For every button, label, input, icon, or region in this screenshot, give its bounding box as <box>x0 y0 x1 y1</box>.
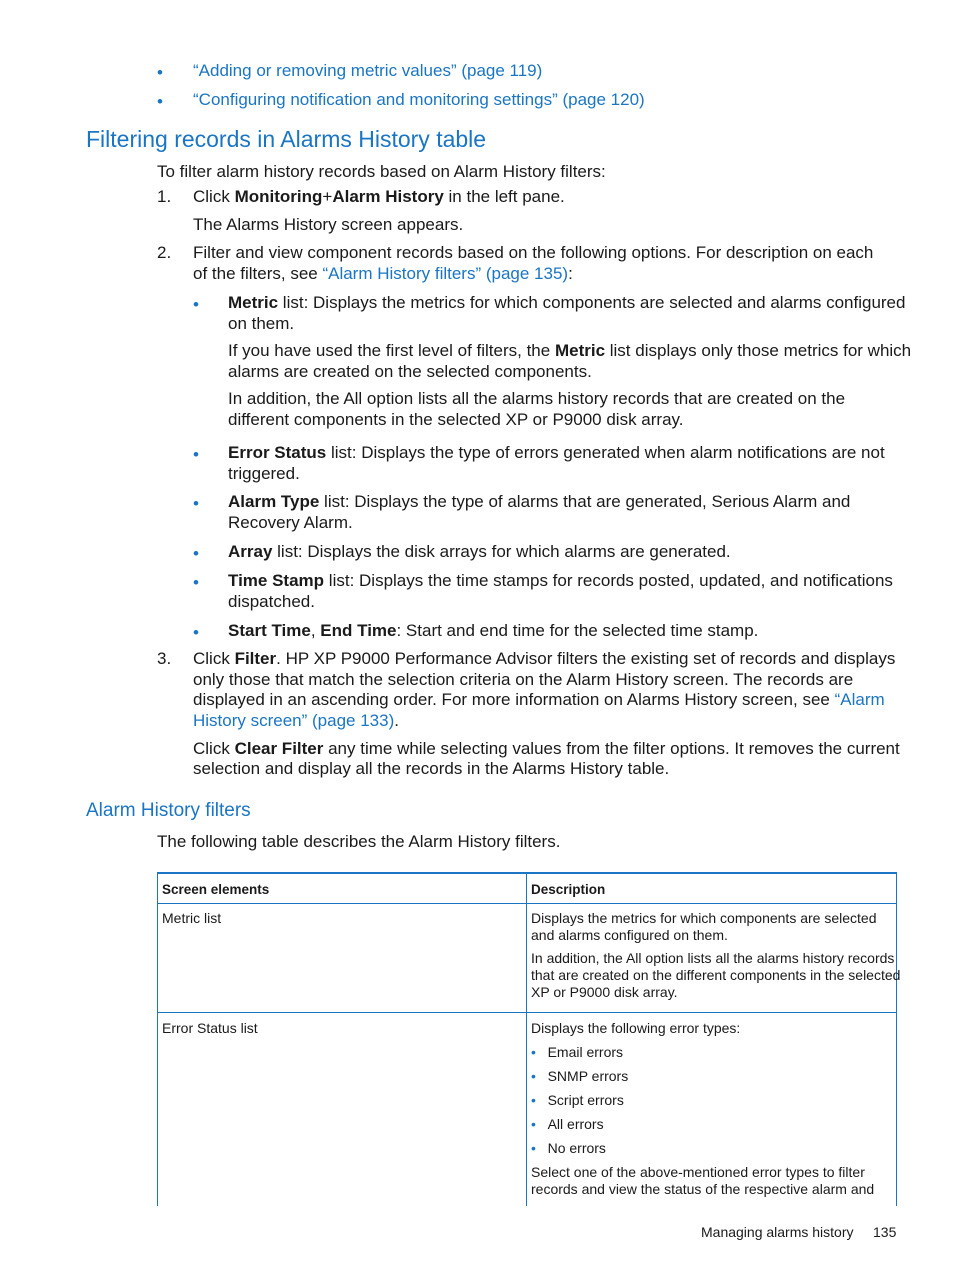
table-row <box>157 904 901 1013</box>
step3-line3: displayed in an ascending order. For more information on Alarms History screen, see “Alarm <box>193 690 885 709</box>
bullet-icon: • <box>193 295 199 314</box>
step-number: 3. <box>157 649 172 668</box>
error-status-line1: Error Status list: Displays the type of errors generated when alarm notifications are not <box>228 443 885 462</box>
table-header-cell: Description <box>531 882 606 897</box>
link-adding-removing-metric[interactable]: “Adding or removing metric values” (page 119) <box>193 61 543 80</box>
step3-line1: Click Filter. HP XP P9000 Performance Advisor filters the existing set of records and displays <box>193 649 896 668</box>
bullet-icon: • <box>193 544 199 563</box>
alarm-history-filters-table <box>157 872 901 1206</box>
table-header-row <box>157 874 897 904</box>
table-cell-description: Displays the following error types: • Email errors • SNMP errors • Script errors • All errors • No errors Select one of the above-mentioned error types to filter records and view the status of the respective alarm and <box>531 1020 875 1197</box>
bullet-icon: • <box>531 1044 536 1060</box>
table-cell-description: Displays the metrics for which components are selected and alarms configured on them. In addition, the All option lists all the alarms history records that are created on the different components in the selected XP or P9000 disk array. <box>531 910 901 1000</box>
step2-line2: of the filters, see “Alarm History filters” (page 135): <box>193 264 573 283</box>
link-configuring-notification[interactable]: “Configuring notification and monitoring settings” (page 120) <box>193 90 645 109</box>
start-end-line1: Start Time, End Time: Start and end time for the selected time stamp. <box>228 621 759 640</box>
step3-line4: History screen” (page 133). <box>193 711 399 730</box>
step1-text: Click Monitoring+Alarm History in the left pane. <box>193 187 565 206</box>
table-header-cell: Screen elements <box>162 882 270 897</box>
table-cell-element: Metric list <box>162 910 222 926</box>
link-alarm-history-screen-cont[interactable]: History screen” (page 133) <box>193 711 395 730</box>
bullet-icon: • <box>531 1092 536 1108</box>
table-intro-text: The following table describes the Alarm History filters. <box>157 832 561 851</box>
metric-p2-line1: If you have used the first level of filters, the Metric list displays only those metrics for which <box>228 341 912 360</box>
metric-p3-line2: different components in the selected XP or P9000 disk array. <box>228 410 684 429</box>
bullet-icon: • <box>157 63 163 82</box>
bullet-icon: • <box>193 623 199 642</box>
error-status-line2: triggered. <box>228 464 300 483</box>
metric-p2-line2: alarms are created on the selected components. <box>228 362 592 381</box>
section-heading-alarm-history-filters: Alarm History filters <box>86 800 251 821</box>
link-alarm-history-screen[interactable]: “Alarm <box>834 690 885 709</box>
link-alarm-history-filters[interactable]: “Alarm History filters” (page 135) <box>322 264 569 283</box>
bullet-icon: • <box>531 1140 536 1156</box>
bullet-icon: • <box>531 1068 536 1084</box>
time-stamp-line1: Time Stamp list: Displays the time stamps for records posted, updated, and notifications <box>228 571 893 590</box>
page-number: 135 <box>873 1224 897 1240</box>
step-number: 2. <box>157 243 172 262</box>
array-line1: Array list: Displays the disk arrays for which alarms are generated. <box>228 542 731 561</box>
bullet-icon: • <box>157 92 163 111</box>
time-stamp-line2: dispatched. <box>228 592 315 611</box>
bullet-icon: • <box>531 1116 536 1132</box>
step3-p2-line1: Click Clear Filter any time while selecting values from the filter options. It removes the current <box>193 739 900 758</box>
table-cell-element: Error Status list <box>162 1020 258 1036</box>
section-heading-filtering: Filtering records in Alarms History table <box>86 126 487 152</box>
intro-text: To filter alarm history records based on Alarm History filters: <box>157 162 606 181</box>
footer-section-name: Managing alarms history <box>701 1224 854 1240</box>
metric-line2: on them. <box>228 314 295 333</box>
alarm-type-line2: Recovery Alarm. <box>228 513 353 532</box>
step-number: 1. <box>157 187 172 206</box>
step3-p2-line2: selection and display all the records in the Alarms History table. <box>193 759 670 778</box>
step2-line1: Filter and view component records based on the following options. For description on each <box>193 243 874 262</box>
bullet-icon: • <box>193 573 199 592</box>
step3-line2: only those that match the selection criteria on the Alarm History screen. The records are <box>193 670 854 689</box>
metric-line1: Metric list: Displays the metrics for which components are selected and alarms configured <box>228 293 906 312</box>
step1-result: The Alarms History screen appears. <box>193 215 464 234</box>
bullet-icon: • <box>193 494 199 513</box>
table-row <box>157 1013 897 1206</box>
alarm-type-line1: Alarm Type list: Displays the type of alarms that are generated, Serious Alarm and <box>228 492 851 511</box>
bullet-icon: • <box>193 445 199 464</box>
metric-p3-line1: In addition, the All option lists all the alarms history records that are created on the <box>228 389 846 408</box>
